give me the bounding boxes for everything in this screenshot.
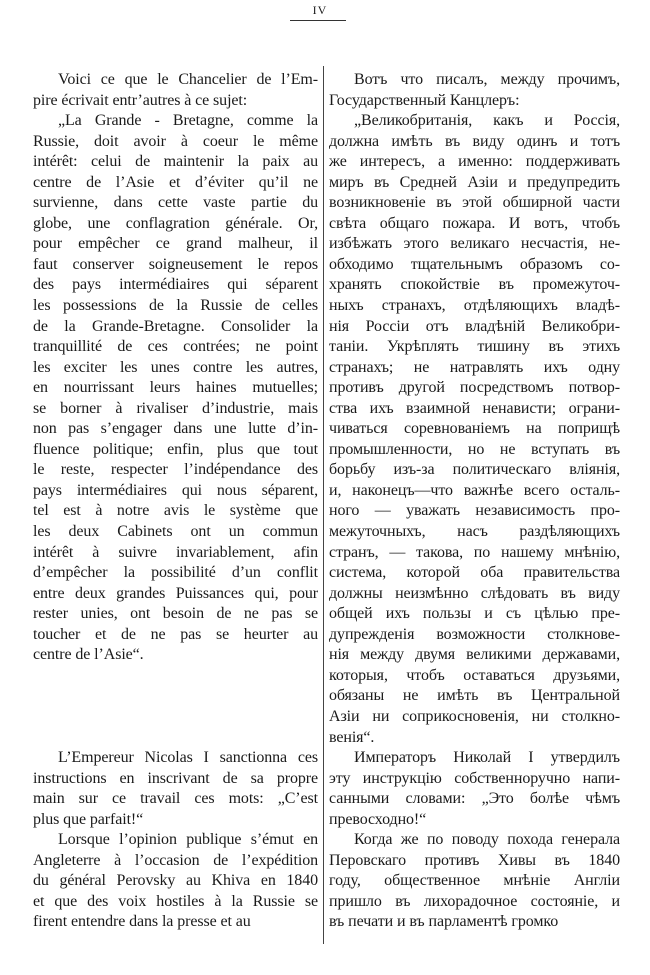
- text-line: „Великобританія, какъ и Россія,: [354, 112, 620, 130]
- text-line: instructions en inscrivant de sa propre: [33, 769, 318, 787]
- paragraph: [33, 748, 318, 830]
- text-line: венія“.: [329, 728, 375, 746]
- text-line: Императоръ Николай I утвердилъ: [354, 749, 620, 767]
- text-line: tranquillité de ces contrées; ne point: [33, 338, 318, 356]
- text-line: d’empêcher la possibilité d’un conflit: [33, 564, 318, 582]
- text-line: году, общественное мнѣніе Англіи: [329, 872, 620, 890]
- paragraph: [329, 111, 620, 748]
- paragraph: [329, 830, 620, 933]
- text-line: intérêt: celui de maintenir la paix au: [33, 153, 318, 171]
- text-line: межуточныхъ, насъ раздѣляющихъ: [329, 523, 620, 541]
- paragraph: [33, 111, 318, 666]
- text-line: Lorsque l’opinion publique s’émut en: [58, 831, 318, 849]
- text-line: ного — уважать независимость про-: [329, 502, 620, 520]
- text-line: нія между двумя великими державами,: [329, 646, 620, 664]
- text-line: firent entendre dans la presse et au: [33, 913, 251, 931]
- text-line: Азіи ни соприкосновенія, ни столкно-: [329, 707, 620, 725]
- text-line: globe, une conflagration générale. Or,: [33, 214, 318, 232]
- text-line: странахъ; не натравлять ихъ одну: [329, 358, 620, 376]
- text-line: centre de l’Asie“.: [33, 646, 144, 664]
- header-rule: [290, 20, 346, 21]
- text-line: ныхъ странахъ, отдѣляющихъ владѣ-: [329, 297, 620, 315]
- text-line: pour empêcher ce grand malheur, il: [33, 235, 318, 253]
- text-line: Russie, doit avoir à coeur le même: [33, 132, 318, 150]
- text-line: entre deux grandes Puissances qui, pour: [33, 584, 318, 602]
- text-line: противъ другой посредствомъ потвор-: [329, 379, 620, 397]
- paragraph: [329, 748, 620, 830]
- text-line: общей ихъ пользы и съ цѣлью пре-: [329, 605, 620, 623]
- text-line: же интересъ, а именно: поддерживать: [329, 153, 620, 171]
- text-line: tel est à notre avis le système que: [33, 502, 318, 520]
- text-line: должна имѣть въ виду одинъ и тотъ: [329, 132, 620, 150]
- text-line: пришло въ лихорадочное состояніе, и: [329, 892, 620, 910]
- text-line: centre de l’Asie et d’éviter qu’il ne: [33, 173, 318, 191]
- text-line: intérêt à suivre invariablement, afin: [33, 543, 318, 561]
- page-number: IV: [312, 3, 328, 17]
- text-line: non pas s’engager dans une lutte d’in-: [33, 420, 318, 438]
- text-line: en nourrissant leurs haines mutuelles;: [33, 379, 318, 397]
- text-line: система, которой оба правительства: [329, 564, 620, 582]
- text-line: les possessions de la Russie de celles: [33, 297, 318, 315]
- text-line: возникновеніе въ этой обширной части: [329, 194, 620, 212]
- text-line: борьбу изъ-за политическаго вліянія,: [329, 461, 620, 479]
- text-line: L’Empereur Nicolas I sanctionna ces: [58, 749, 318, 767]
- text-line: de la Grande-Bretagne. Consolider la: [33, 317, 318, 335]
- text-line: les deux Cabinets ont un commun: [33, 523, 318, 541]
- text-line: эту инструкцію собственноручно напи-: [329, 769, 620, 787]
- text-line: чиваться соревнованіемъ на поприщѣ: [329, 420, 620, 438]
- text-line: нія Россіи отъ владѣній Великобри-: [329, 317, 620, 335]
- text-line: Государственный Канцлеръ:: [329, 91, 520, 109]
- text-line: обходимо тщательнымъ образомъ со-: [329, 255, 620, 273]
- text-line: se borner à rivaliser d’industrie, mais: [33, 399, 318, 417]
- paragraph: [329, 70, 620, 111]
- text-line: и, наконецъ—что важнѣе всего осталь-: [329, 481, 620, 499]
- text-line: des pays intermédiaires qui séparent: [33, 276, 318, 294]
- text-line: Перовскаго противъ Хивы въ 1840: [329, 851, 620, 869]
- text-line: pire écrivait entr’autres à ce sujet:: [33, 91, 248, 109]
- text-line: дупрежденія возможности столкнове-: [329, 625, 620, 643]
- text-line: миръ въ Средней Азіи и предупредить: [329, 173, 620, 191]
- text-line: Вотъ что писалъ, между прочимъ,: [354, 71, 620, 88]
- column-divider: [323, 66, 324, 944]
- text-line: Voici ce que le Chancelier de l’Em-: [58, 71, 318, 88]
- text-line: хранять спокойствіе въ промежуточ-: [329, 276, 620, 294]
- text-line: les exciter les unes contre les autres,: [33, 358, 318, 376]
- text-line: въ печати и въ парламентѣ громко: [329, 913, 559, 931]
- paragraph: [33, 70, 318, 111]
- text-line: le reste, respecter l’indépendance des: [33, 461, 318, 479]
- text-line: faut conserver soigneusement le repos: [33, 255, 318, 273]
- text-line: свѣта общаго пожара. И вотъ, чтобъ: [329, 214, 620, 232]
- text-line: которыя, чтобъ оставаться друзьями,: [329, 666, 620, 684]
- text-line: санными словами: „Это болѣе чѣмъ: [329, 790, 620, 808]
- text-line: странъ, — такова, по нашему мнѣнію,: [329, 543, 620, 561]
- text-line: обязаны не имѣть въ Центральной: [329, 687, 620, 705]
- text-line: превосходно!“: [329, 810, 427, 828]
- text-line: plus que parfait!“: [33, 810, 144, 828]
- text-line: rester unies, ont besoin de ne pas se: [33, 605, 318, 623]
- text-line: Angleterre à l’occasion de l’expédition: [33, 851, 318, 869]
- text-line: et que des voix hostiles à la Russie se: [33, 892, 318, 910]
- text-line: таніи. Укрѣплять тишину въ этихъ: [329, 338, 620, 356]
- russian-column: [329, 70, 620, 933]
- text-line: pays intermédiaires qui nous séparent,: [33, 481, 318, 499]
- paragraph: [33, 830, 318, 933]
- french-column: [33, 70, 318, 933]
- text-line: „La Grande - Bretagne, comme la: [58, 112, 318, 130]
- text-line: main sur ce travail ces mots: „C’est: [33, 790, 318, 808]
- text-line: survienne, dans cette vaste partie du: [33, 194, 318, 212]
- text-line: toucher et de ne pas se heurter au: [33, 625, 318, 643]
- text-line: промышленности, но не вступать въ: [329, 440, 620, 458]
- text-line: du général Perovsky au Khiva en 1840: [33, 872, 318, 890]
- text-line: избѣжать этого великаго несчастія, не-: [329, 235, 620, 253]
- text-line: ства ихъ взаимной ненависти; ограни-: [329, 399, 620, 417]
- text-line: Когда же по поводу похода генерала: [354, 831, 620, 849]
- section-gap: [33, 666, 318, 748]
- text-line: fluence politique; enfin, plus que tout: [33, 440, 318, 458]
- text-line: должны неизмѣнно слѣдовать въ виду: [329, 584, 620, 602]
